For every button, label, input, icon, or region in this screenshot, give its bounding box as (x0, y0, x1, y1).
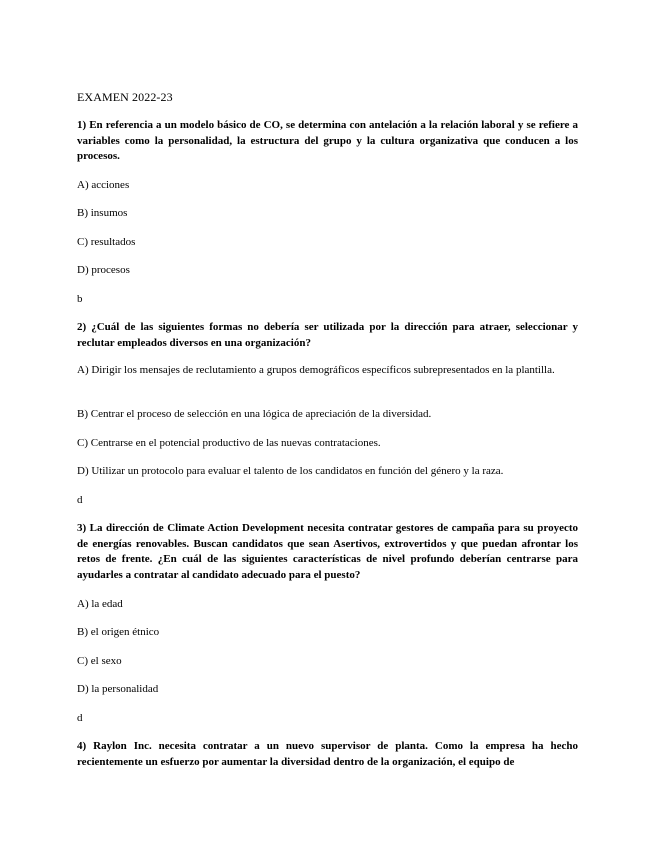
question-3-option-d: D) la personalidad (77, 683, 159, 695)
question-2-option-a: A) Dirigir los mensajes de reclutamiento a grupos demográficos específicos subrepresentados en la plantilla. (77, 364, 555, 376)
question-3-option-b: B) el origen étnico (77, 626, 160, 638)
question-1-text: 1) En referencia a un modelo básico de CO, se determina con antelación a la relación laboral y se refiere a variables como la personalidad, la estructura del grupo y la cultura organizativa que conducen a los procesos. (77, 119, 578, 162)
question-1-option-b: B) insumos (77, 207, 128, 219)
question-2-answer: d (77, 494, 83, 506)
question-3-option-c: C) el sexo (77, 655, 122, 667)
question-3-answer: d (77, 712, 83, 724)
question-4-text: 4) Raylon Inc. necesita contratar a un nuevo supervisor de planta. Como la empresa ha hecho recientemente un esfuerzo por aumentar la diversidad dentro de la organización, el equipo de (77, 740, 578, 768)
question-1-answer: b (77, 293, 83, 305)
question-2-option-c: C) Centrarse en el potencial productivo de las nuevas contrataciones. (77, 437, 381, 449)
question-1-option-c: C) resultados (77, 236, 136, 248)
question-3-option-a: A) la edad (77, 598, 123, 610)
question-1-option-d: D) procesos (77, 264, 130, 276)
exam-title: EXAMEN 2022-23 (77, 90, 173, 104)
question-2-option-b: B) Centrar el proceso de selección en una lógica de apreciación de la diversidad. (77, 408, 432, 420)
question-1-option-a: A) acciones (77, 179, 130, 191)
question-2-option-d: D) Utilizar un protocolo para evaluar el talento de los candidatos en función del género y la raza. (77, 465, 504, 477)
question-2-text: 2) ¿Cuál de las siguientes formas no debería ser utilizada por la dirección para atraer, seleccionar y reclutar empleados diversos en una organización? (77, 321, 578, 349)
question-3-text: 3) La dirección de Climate Action Development necesita contratar gestores de campaña para su proyecto de energías renovables. Buscan candidatos que sean Asertivos, extrovertidos y que puedan afrontar los retos de frente. ¿En cuál de las siguientes características de nivel profundo deberían centrarse para ayudarles a contratar al candidato adecuado para el puesto? (77, 522, 578, 581)
